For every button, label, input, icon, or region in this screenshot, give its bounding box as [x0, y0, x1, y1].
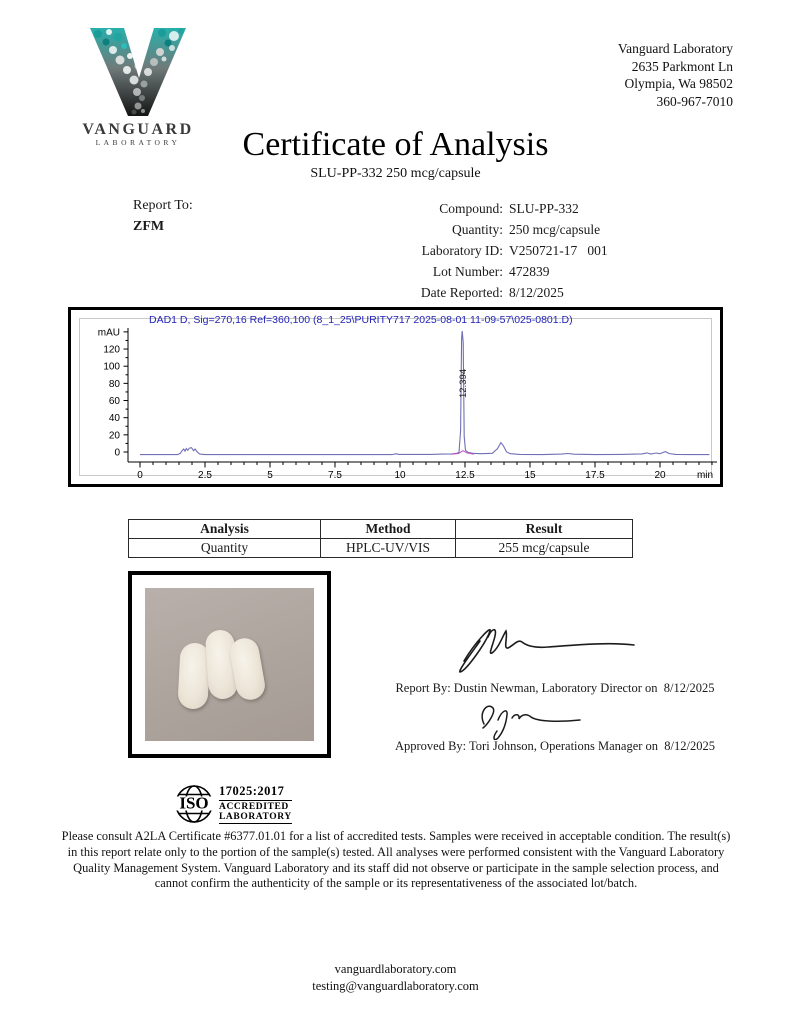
svg-text:15: 15 — [524, 470, 536, 481]
svg-text:40: 40 — [108, 413, 120, 425]
info-row-date-reported — [345, 282, 608, 303]
iso-text-block — [219, 784, 292, 824]
lab-city: Olympia, Wa 98502 — [624, 76, 733, 91]
capsules-photo — [145, 588, 314, 741]
date-reported-value: 8/12/2025 — [509, 285, 564, 300]
approved-by-signature — [468, 698, 593, 740]
report-by-signature — [450, 615, 650, 673]
report-by-line: Report By: Dustin Newman, Laboratory Director on 8/12/2025 — [395, 681, 715, 695]
quantity-label: Quantity: — [452, 222, 503, 237]
logo-sub-text: LABORATORY — [95, 138, 181, 147]
svg-text:mAU: mAU — [97, 327, 120, 339]
chromatogram-panel — [68, 307, 723, 487]
info-row-quantity — [345, 219, 608, 240]
lab-phone: 360-967-7010 — [656, 93, 733, 109]
lot-number-label: Lot Number: — [432, 264, 503, 279]
report-to-label: Report To: — [133, 198, 193, 213]
cell-analysis: Quantity — [129, 539, 321, 558]
report-to-value: ZFM — [133, 219, 165, 234]
svg-text:12.394: 12.394 — [458, 368, 470, 398]
svg-text:80: 80 — [108, 378, 120, 390]
approved-by-line: Approved By: Tori Johnson, Operations Manager on 8/12/2025 — [394, 739, 716, 753]
page-title: Certificate of Analysis — [242, 126, 549, 163]
iso-accreditation-badge — [173, 783, 292, 825]
lab-address — [618, 40, 733, 110]
svg-text:100: 100 — [103, 361, 120, 373]
svg-text:20: 20 — [654, 470, 666, 481]
compound-value: SLU-PP-332 — [509, 201, 579, 216]
header-analysis: Analysis — [129, 520, 321, 539]
svg-text:0: 0 — [137, 470, 143, 481]
svg-text:5: 5 — [267, 470, 273, 481]
sample-photo-frame — [128, 571, 331, 758]
svg-text:17.5: 17.5 — [585, 470, 605, 481]
cell-result: 255 mcg/capsule — [456, 539, 633, 558]
cell-method: HPLC-UV/VIS — [321, 539, 456, 558]
lab-name: Vanguard Laboratory — [617, 41, 733, 56]
chromatogram-title: DAD1 D, Sig=270,16 Ref=360,100 (8_1_25\PURITY717 2025-08-01 11-09-57\025-0801.D) — [149, 314, 573, 326]
info-row-laboratory-id — [345, 240, 608, 261]
results-table — [128, 519, 633, 558]
svg-text:0: 0 — [114, 447, 120, 459]
svg-text:12.5: 12.5 — [455, 470, 475, 481]
header-method: Method — [321, 520, 456, 539]
results-header-row — [129, 520, 633, 539]
laboratory-id-label: Laboratory ID: — [421, 243, 503, 258]
svg-text:2.5: 2.5 — [198, 470, 212, 481]
svg-text:60: 60 — [108, 396, 120, 408]
iso-laboratory-line: LABORATORY — [219, 812, 292, 822]
footer-contact — [0, 961, 791, 995]
disclaimer-text: Please consult A2LA Certificate #6377.01.01 for a list of accredited tests. Samples were received in acceptable condition. The result(s) in this report relate only to the portion of the sample(s) tested. All analyses were performed consistent with the Vanguard Laboratory Quality Management System. Vanguard Laboratory and its staff did not observe or participate in the sample selection process, and cannot confirm the authenticity of the sample or its representativeness of the associated lot/batch. — [61, 829, 731, 891]
compound-label: Compound: — [439, 201, 503, 216]
date-reported-label: Date Reported: — [420, 285, 503, 300]
page-subtitle: SLU-PP-332 250 mcg/capsule — [310, 166, 481, 181]
iso-globe-text: ISO — [179, 793, 209, 813]
svg-text:10: 10 — [394, 470, 406, 481]
svg-text:min: min — [696, 470, 714, 481]
header-result: Result — [456, 520, 633, 539]
lot-number-value: 472839 — [509, 264, 550, 279]
iso-accredited-line: ACCREDITED — [219, 802, 289, 812]
logo-brand-text: VANGUARD — [82, 121, 194, 138]
laboratory-id-value: V250721-17 001 — [509, 243, 608, 258]
info-row-compound — [345, 198, 608, 219]
sample-info-block — [345, 198, 608, 303]
footer-email: testing@vanguardlaboratory.com — [312, 979, 479, 993]
footer-website: vanguardlaboratory.com — [334, 962, 457, 976]
vanguard-v-logo-icon — [82, 26, 194, 118]
iso-standard-line: 17025:2017 — [219, 784, 292, 801]
info-row-lot-number — [345, 261, 608, 282]
lab-street: 2635 Parkmont Ln — [631, 58, 733, 74]
svg-text:20: 20 — [108, 430, 120, 442]
chromatogram-plot — [71, 310, 720, 484]
iso-globe-icon — [173, 783, 215, 825]
quantity-value: 250 mcg/capsule — [509, 222, 601, 237]
svg-text:120: 120 — [103, 344, 120, 356]
table-row — [129, 539, 633, 558]
svg-text:7.5: 7.5 — [328, 470, 342, 481]
